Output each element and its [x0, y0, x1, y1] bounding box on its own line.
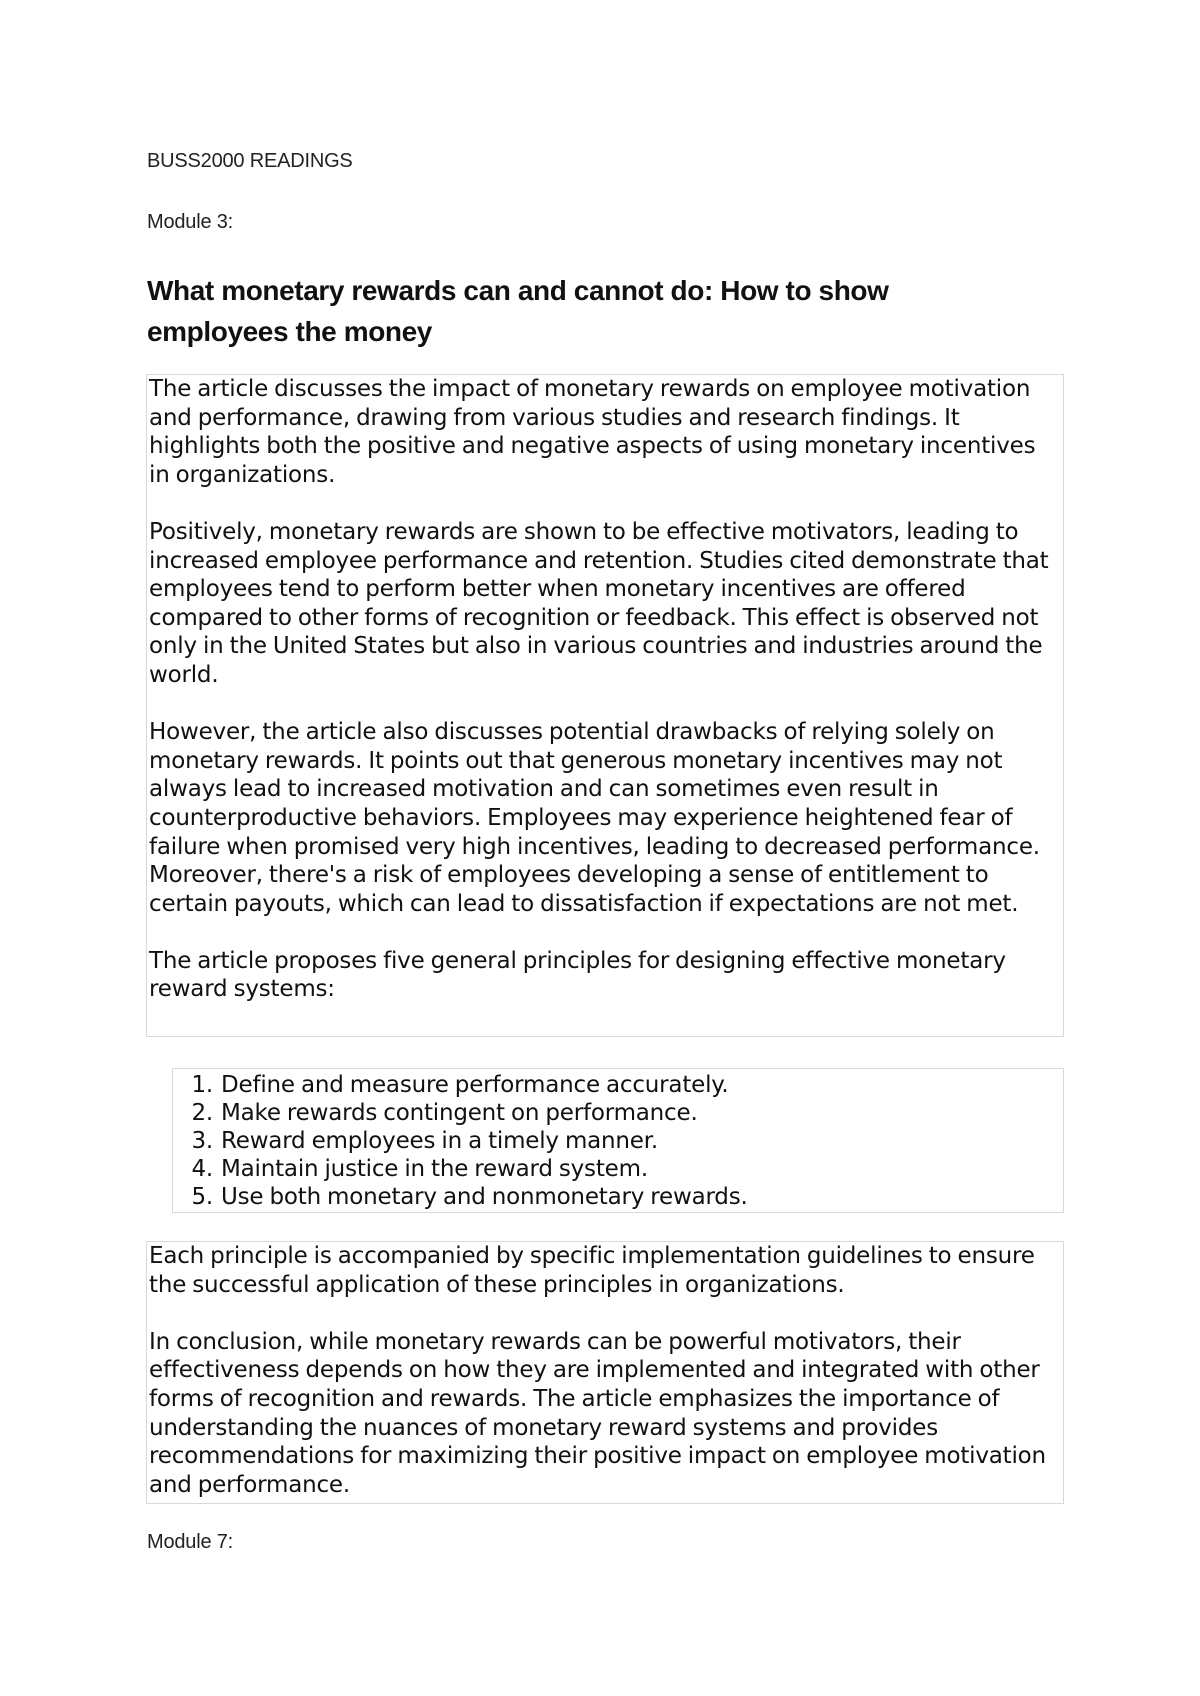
summary-paragraph-2: Positively, monetary rewards are shown to be effective motivators, leading to increased employee performance and retention. Studies cited demonstrate that employees tend to perform better when monetary incentives are offered compared to other forms of recognition or feedback. This effect is observed not only in the United States but also in various countries and industries around the world. — [149, 518, 1049, 688]
module-heading: Module 7: — [147, 1531, 234, 1553]
conclusion-paragraph-1: Each principle is accompanied by specific implementation guidelines to ensure the successful application of these principles in organizations. — [149, 1243, 1035, 1298]
list-item-text: Maintain justice in the reward system. — [221, 1156, 648, 1182]
summary-paragraph-3: However, the article also discusses potential drawbacks of relying solely on monetary rewards. It points out that generous monetary incentives may not always lead to increased motivation and can sometimes even result in counterproductive behaviors. Employees may experience heightened fear of failure when promised very high incentives, leading to decreased performance. Moreover, there's a risk of employees developing a sense of entitlement to certain payouts, which can lead to dissatisfaction if expectations are not met. — [149, 719, 1040, 917]
list-item-number: 1. — [191, 1072, 213, 1098]
principles-list-box — [172, 1068, 1064, 1213]
list-item — [173, 1099, 1063, 1127]
list-item-text: Use both monetary and nonmonetary rewards. — [221, 1184, 748, 1210]
list-item — [173, 1127, 1063, 1155]
list-item-text: Make rewards contingent on performance. — [221, 1100, 698, 1126]
list-item-number: 2. — [191, 1100, 213, 1126]
summary-paragraph-4: The article proposes five general principles for designing effective monetary reward systems: — [149, 947, 1006, 1003]
conclusion-text-box — [146, 1241, 1064, 1504]
principles-list — [173, 1071, 1063, 1211]
list-item-text: Reward employees in a timely manner. — [221, 1128, 659, 1154]
list-item-number: 5. — [191, 1184, 213, 1210]
article-title: What monetary rewards can and cannot do: How to show employees the money — [147, 275, 889, 347]
list-item-text: Define and measure performance accurately. — [221, 1072, 729, 1098]
list-item-number: 4. — [191, 1156, 213, 1182]
summary-text-box — [146, 374, 1064, 1037]
list-item — [173, 1071, 1063, 1099]
list-item — [173, 1183, 1063, 1211]
module-heading: Module 3: — [147, 211, 234, 233]
summary-paragraph-1: The article discusses the impact of monetary rewards on employee motivation and performance, drawing from various studies and research findings. It highlights both the positive and negative aspects of using monetary incentives in organizations. — [149, 376, 1036, 488]
document-header: BUSS2000 READINGS — [147, 150, 353, 172]
conclusion-paragraph-2: In conclusion, while monetary rewards can be powerful motivators, their effectiveness depends on how they are implemented and integrated with other forms of recognition and rewards. The article emphasizes the importance of understanding the nuances of monetary reward systems and provides recommendations for maximizing their positive impact on employee motivation and performance. — [149, 1328, 1046, 1498]
list-item-number: 3. — [191, 1128, 213, 1154]
list-item — [173, 1155, 1063, 1183]
